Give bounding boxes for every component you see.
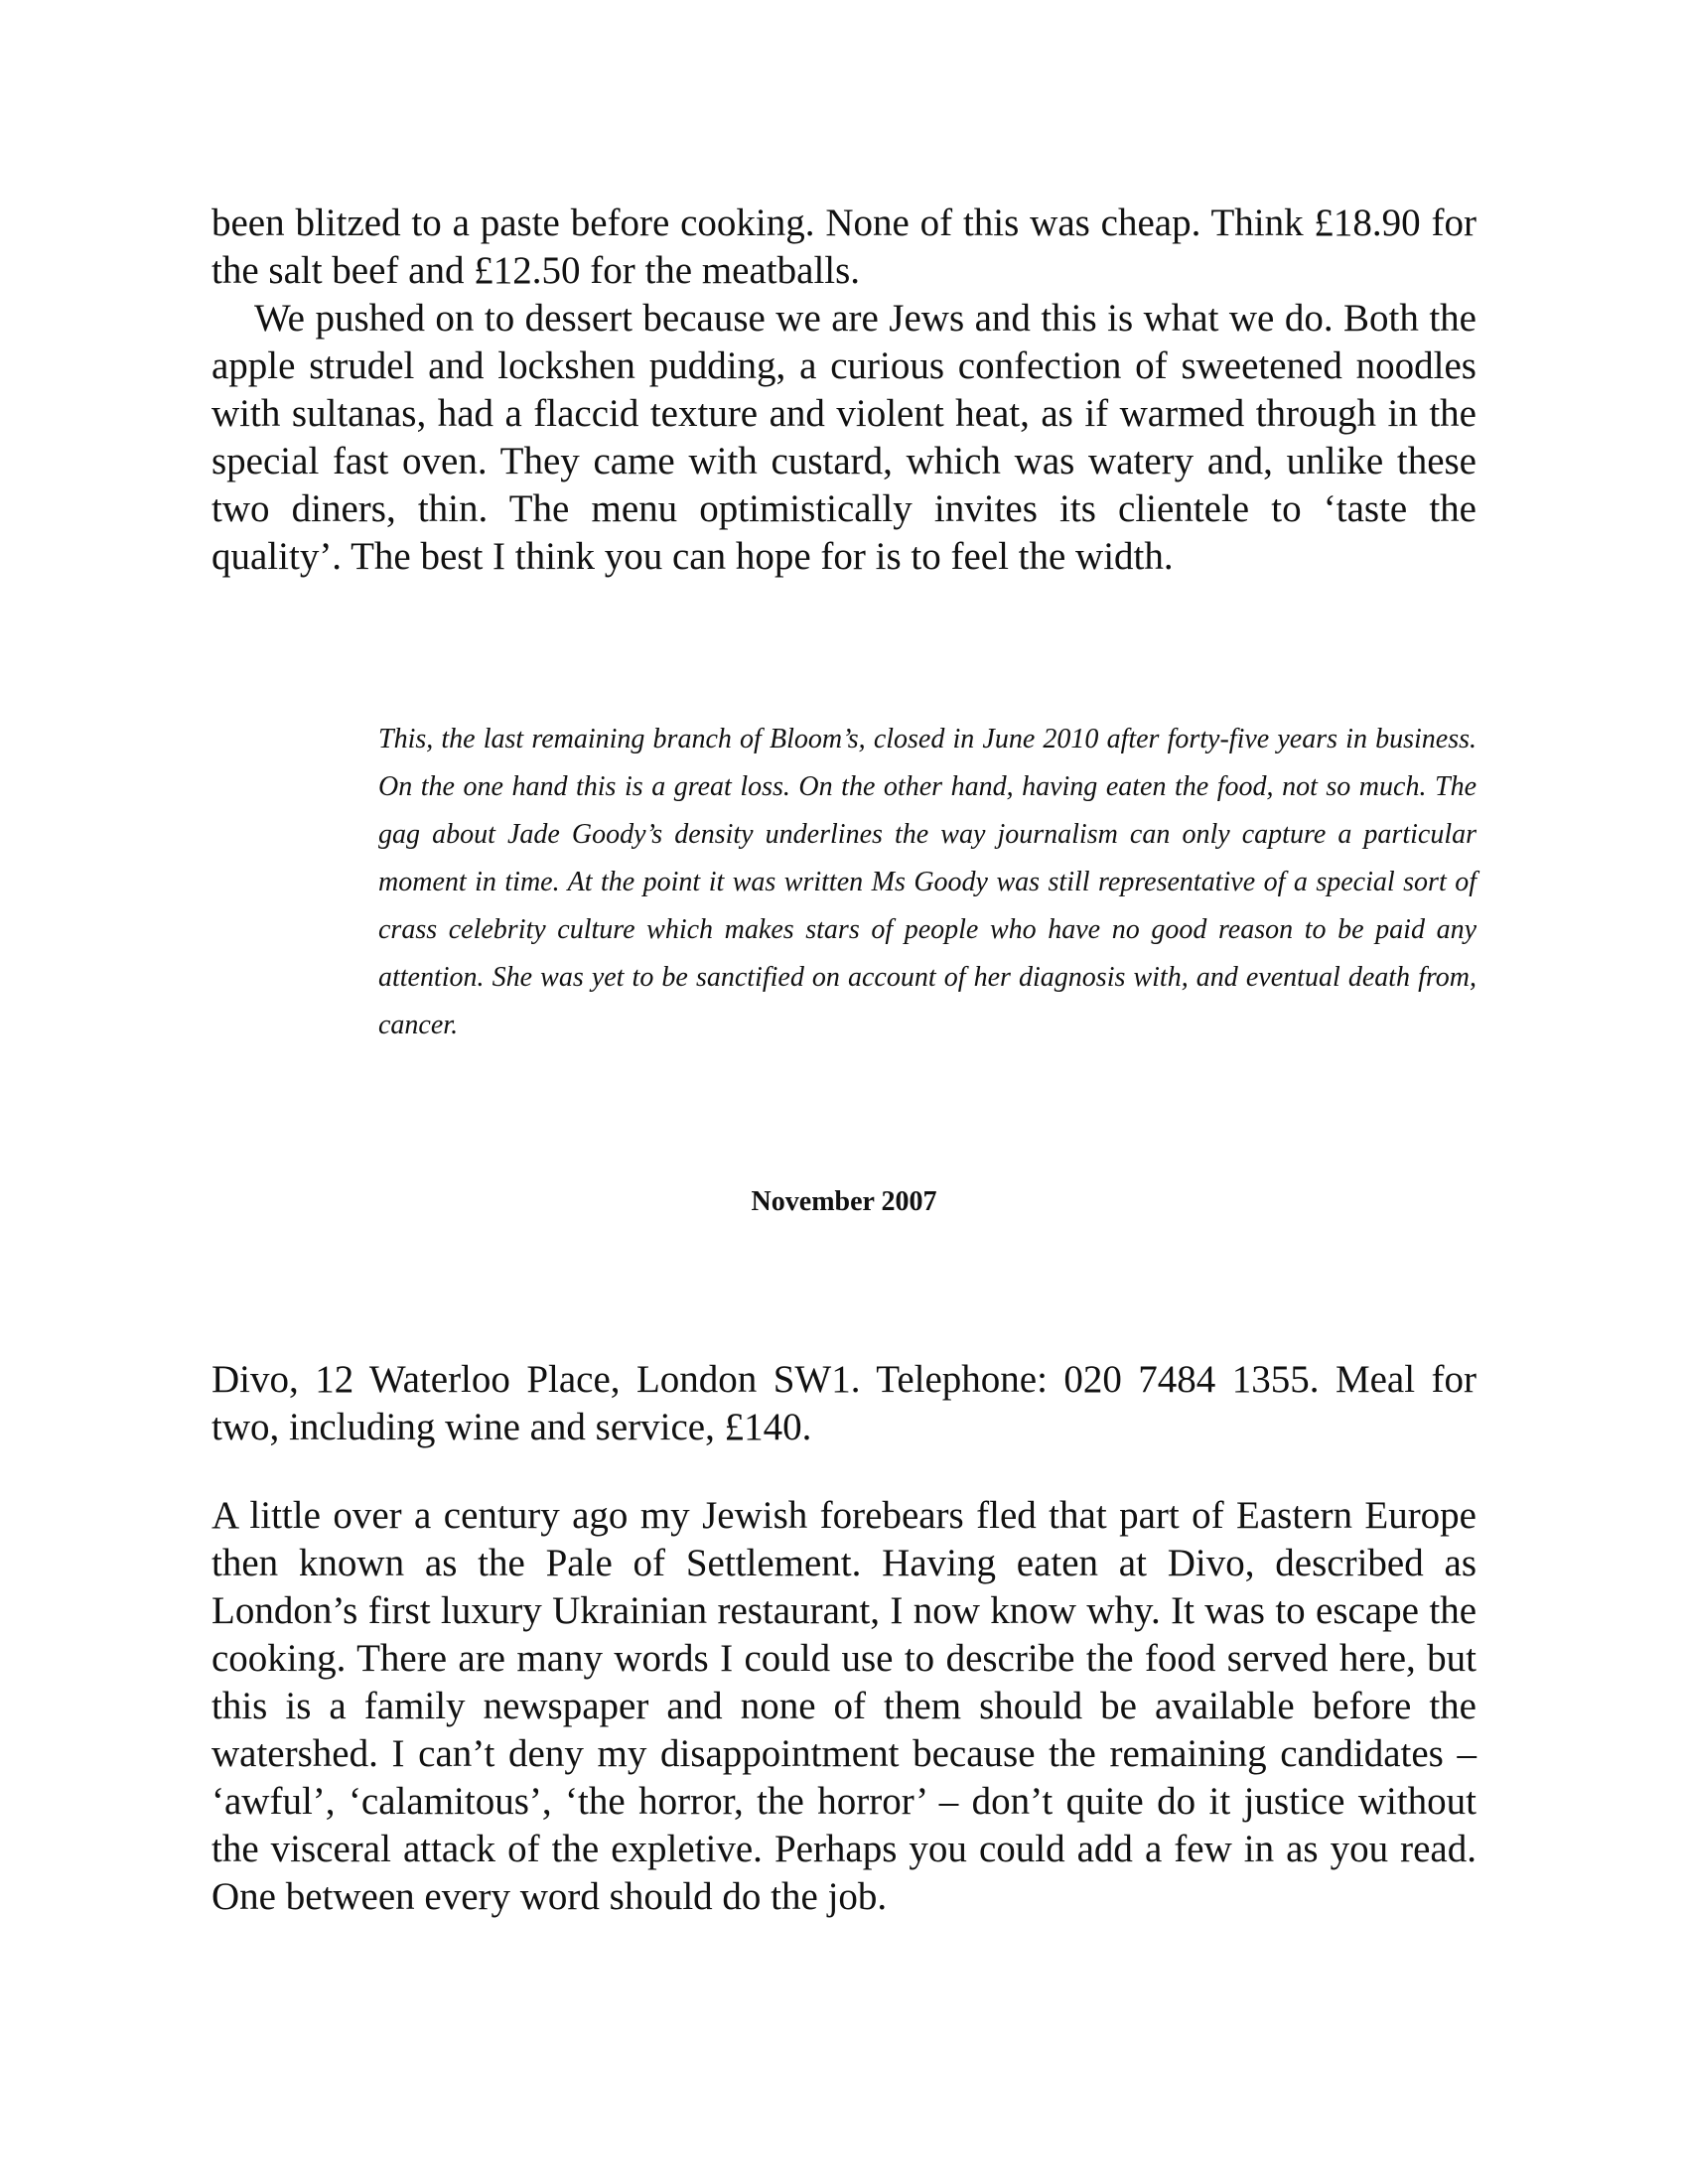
restaurant-details: Divo, 12 Waterloo Place, London SW1. Telephone: 020 7484 1355. Meal for two, including wine and service, £140. xyxy=(211,1358,1477,1448)
body-paragraph-divo: A little over a century ago my Jewish forebears fled that part of Eastern Europe then known as the Pale of Settlement. Having eaten at Divo, described as London’s first luxury Ukrainian restaurant, I now know why. It was to escape the cooking. There are many words I could use to describe the food served here, but this is a family newspaper and none of them should be available before the watershed. I can’t deny my disappointment because the remaining candidates – ‘awful’, ‘calamitous’, ‘the horror, the horror’ – don’t quite do it justice without the visceral attack of the expletive. Perhaps you could add a few in as you read. One between every word should do the job. xyxy=(211,1494,1477,1918)
afterword-note: This, the last remaining branch of Bloom’s, closed in June 2010 after forty-five years in business. On the one hand this is a great loss. On the other hand, having eaten the food, not so much. The gag about Jade Goody’s density underlines the way journalism can only capture a particular moment in time. At the point it was written Ms Goody was still representative of a special sort of crass celebrity culture which makes stars of people who have no good reason to be paid any attention. She was yet to be sanctified on account of her diagnosis with, and eventual death from, cancer. xyxy=(378,724,1477,1040)
body-paragraph-continuation: been blitzed to a paste before cooking. None of this was cheap. Think £18.90 for the salt beef and £12.50 for the meatballs. xyxy=(211,202,1477,292)
review-dateline: November 2007 xyxy=(751,1186,937,1217)
body-paragraph-dessert: We pushed on to dessert because we are Jews and this is what we do. Both the apple strudel and lockshen pudding, a curious confection of sweetened noodles with sultanas, had a flaccid texture and violent heat, as if warmed through in the special fast oven. They came with custard, which was watery and, unlike these two diners, thin. The menu optimistically invites its clientele to ‘taste the quality’. The best I think you can hope for is to feel the width. xyxy=(211,297,1477,578)
